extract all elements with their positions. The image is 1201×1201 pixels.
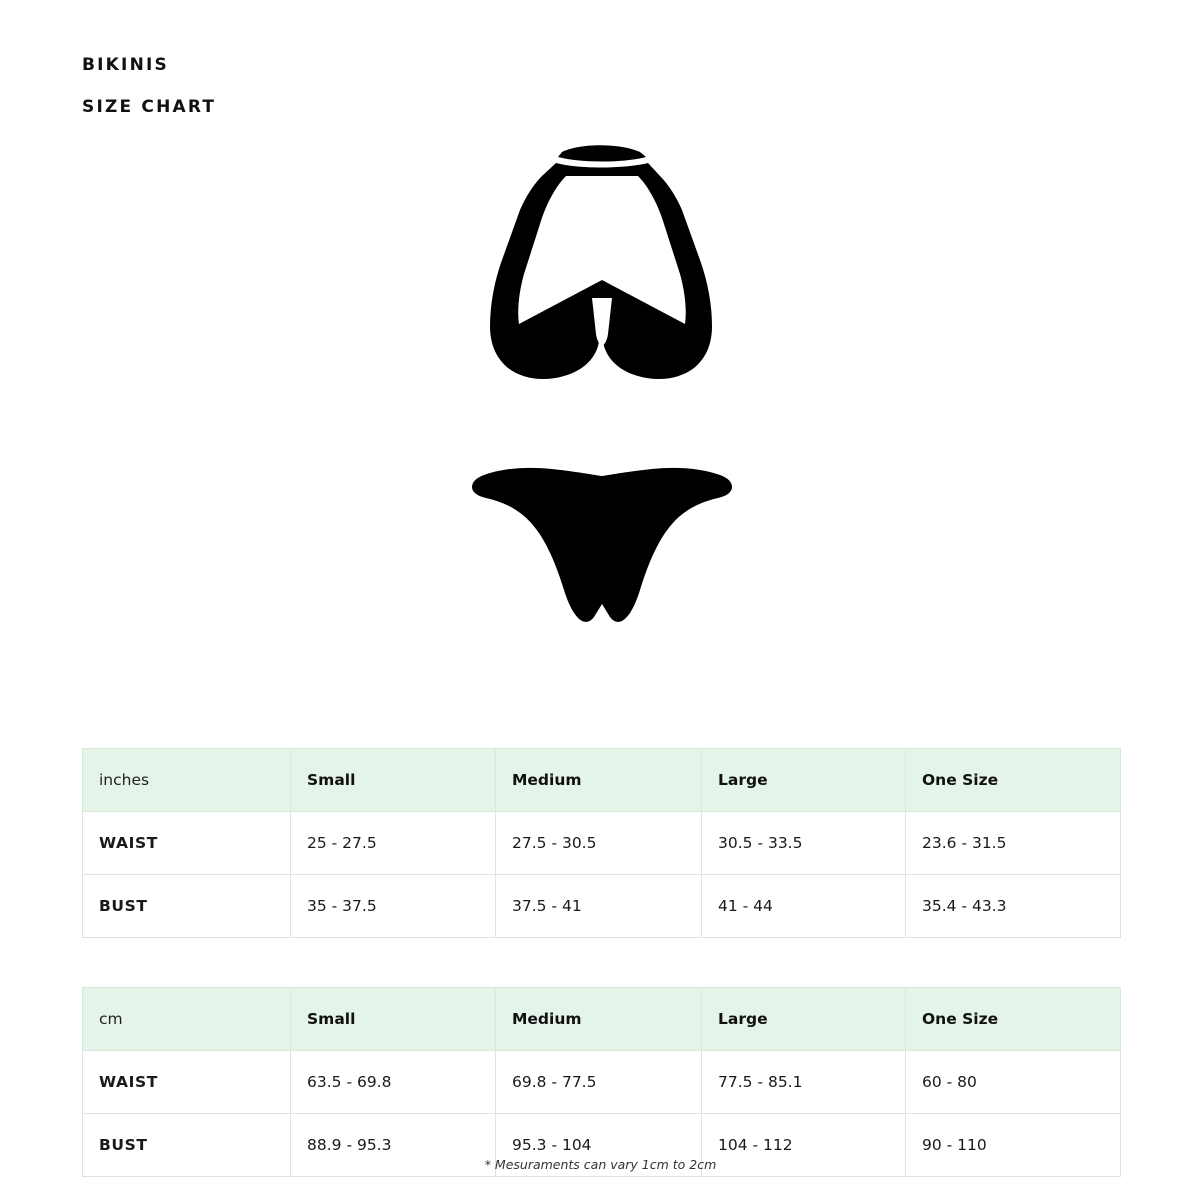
cell-bust-large: 41 - 44 [702,875,906,938]
cell-waist-small: 63.5 - 69.8 [291,1051,496,1114]
row-label-bust: BUST [83,875,291,938]
column-header-medium: Medium [496,749,702,812]
row-label-waist: WAIST [83,1051,291,1114]
cell-bust-large: 104 - 112 [702,1114,906,1177]
bikini-top-illustration [490,145,712,379]
row-label-waist: WAIST [83,812,291,875]
unit-label-cm: cm [83,988,291,1051]
cell-waist-large: 30.5 - 33.5 [702,812,906,875]
column-header-medium: Medium [496,988,702,1051]
cell-bust-one-size: 90 - 110 [906,1114,1121,1177]
title-line-brand: BIKINIS [82,55,169,75]
column-header-one-size: One Size [906,749,1121,812]
title-line-subtitle: SIZE CHART [82,97,217,117]
table-header-row [83,988,1121,1051]
cell-bust-small: 35 - 37.5 [291,875,496,938]
size-tables [82,748,1120,1177]
cell-bust-medium: 37.5 - 41 [496,875,702,938]
cell-waist-one-size: 60 - 80 [906,1051,1121,1114]
column-header-large: Large [702,988,906,1051]
table-header-row [83,749,1121,812]
cell-bust-small: 88.9 - 95.3 [291,1114,496,1177]
table-row [83,1051,1121,1114]
cell-waist-one-size: 23.6 - 31.5 [906,812,1121,875]
column-header-small: Small [291,988,496,1051]
table-row [83,875,1121,938]
cell-waist-medium: 27.5 - 30.5 [496,812,702,875]
column-header-small: Small [291,749,496,812]
size-table-inches [82,748,1121,938]
cell-bust-one-size: 35.4 - 43.3 [906,875,1121,938]
column-header-one-size: One Size [906,988,1121,1051]
size-table-cm [82,987,1121,1177]
measurement-footnote: * Mesuraments can vary 1cm to 2cm [484,1157,717,1172]
bikini-bottom-illustration [472,468,732,622]
row-label-bust: BUST [83,1114,291,1177]
cell-waist-medium: 69.8 - 77.5 [496,1051,702,1114]
cell-bust-medium: 95.3 - 104 [496,1114,702,1177]
page-title [82,57,216,141]
unit-label-inches: inches [83,749,291,812]
cell-waist-small: 25 - 27.5 [291,812,496,875]
column-header-large: Large [702,749,906,812]
bikini-illustration [0,130,1201,650]
table-row [83,812,1121,875]
cell-waist-large: 77.5 - 85.1 [702,1051,906,1114]
